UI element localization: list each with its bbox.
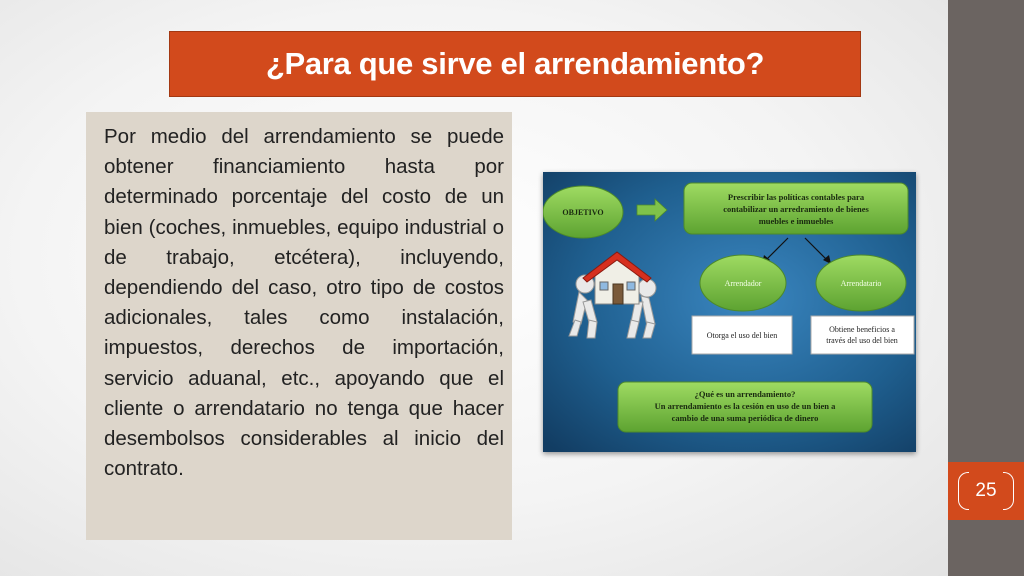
question-line-1: ¿Qué es un arrendamiento? — [694, 389, 796, 399]
arrendatario-desc-box — [811, 316, 914, 354]
leasing-diagram — [543, 172, 916, 452]
page-number: 25 — [975, 480, 997, 501]
arrendatario-desc-line-2: través del uso del bien — [826, 336, 898, 345]
policy-line-1: Prescribir las políticas contables para — [727, 192, 865, 202]
title-banner — [169, 31, 861, 97]
arrendatario-desc-line-1: Obtiene beneficios a — [829, 325, 895, 334]
arrendador-label: Arrendador — [724, 279, 762, 288]
page-number-badge — [948, 462, 1024, 520]
body-paragraph: Por medio del arrendamiento se puede obtener financiamiento hasta por determinado porcentaje del costo de un bien (coches, inmuebles, equipo industrial o de trabajo, etcétera), incluyendo, dependiendo del caso, otro tipo de costos adicionales, tales como instalación, impuestos, derechos de importación, servicio aduanal, etc., apoyando que el cliente o arrendatario no tenga que hacer desembolsos considerables al inicio del contrato. — [104, 125, 504, 481]
question-line-3: cambio de una suma periódica de dinero — [671, 413, 819, 423]
policy-line-3: muebles e inmuebles — [758, 216, 834, 226]
right-bracket-icon — [1003, 472, 1014, 510]
diagram-svg — [543, 172, 916, 452]
slide-title: ¿Para que sirve el arrendamiento? — [265, 46, 765, 81]
policy-line-2: contabilizar un arredramiento de bienes — [723, 204, 869, 214]
body-text-panel — [86, 112, 512, 540]
arrendatario-label: Arrendatario — [840, 279, 882, 288]
question-line-2: Un arrendamiento es la cesión en uso de un bien a — [654, 401, 836, 411]
objetivo-label: OBJETIVO — [562, 208, 604, 217]
arrendador-desc: Otorga el uso del bien — [706, 331, 778, 340]
